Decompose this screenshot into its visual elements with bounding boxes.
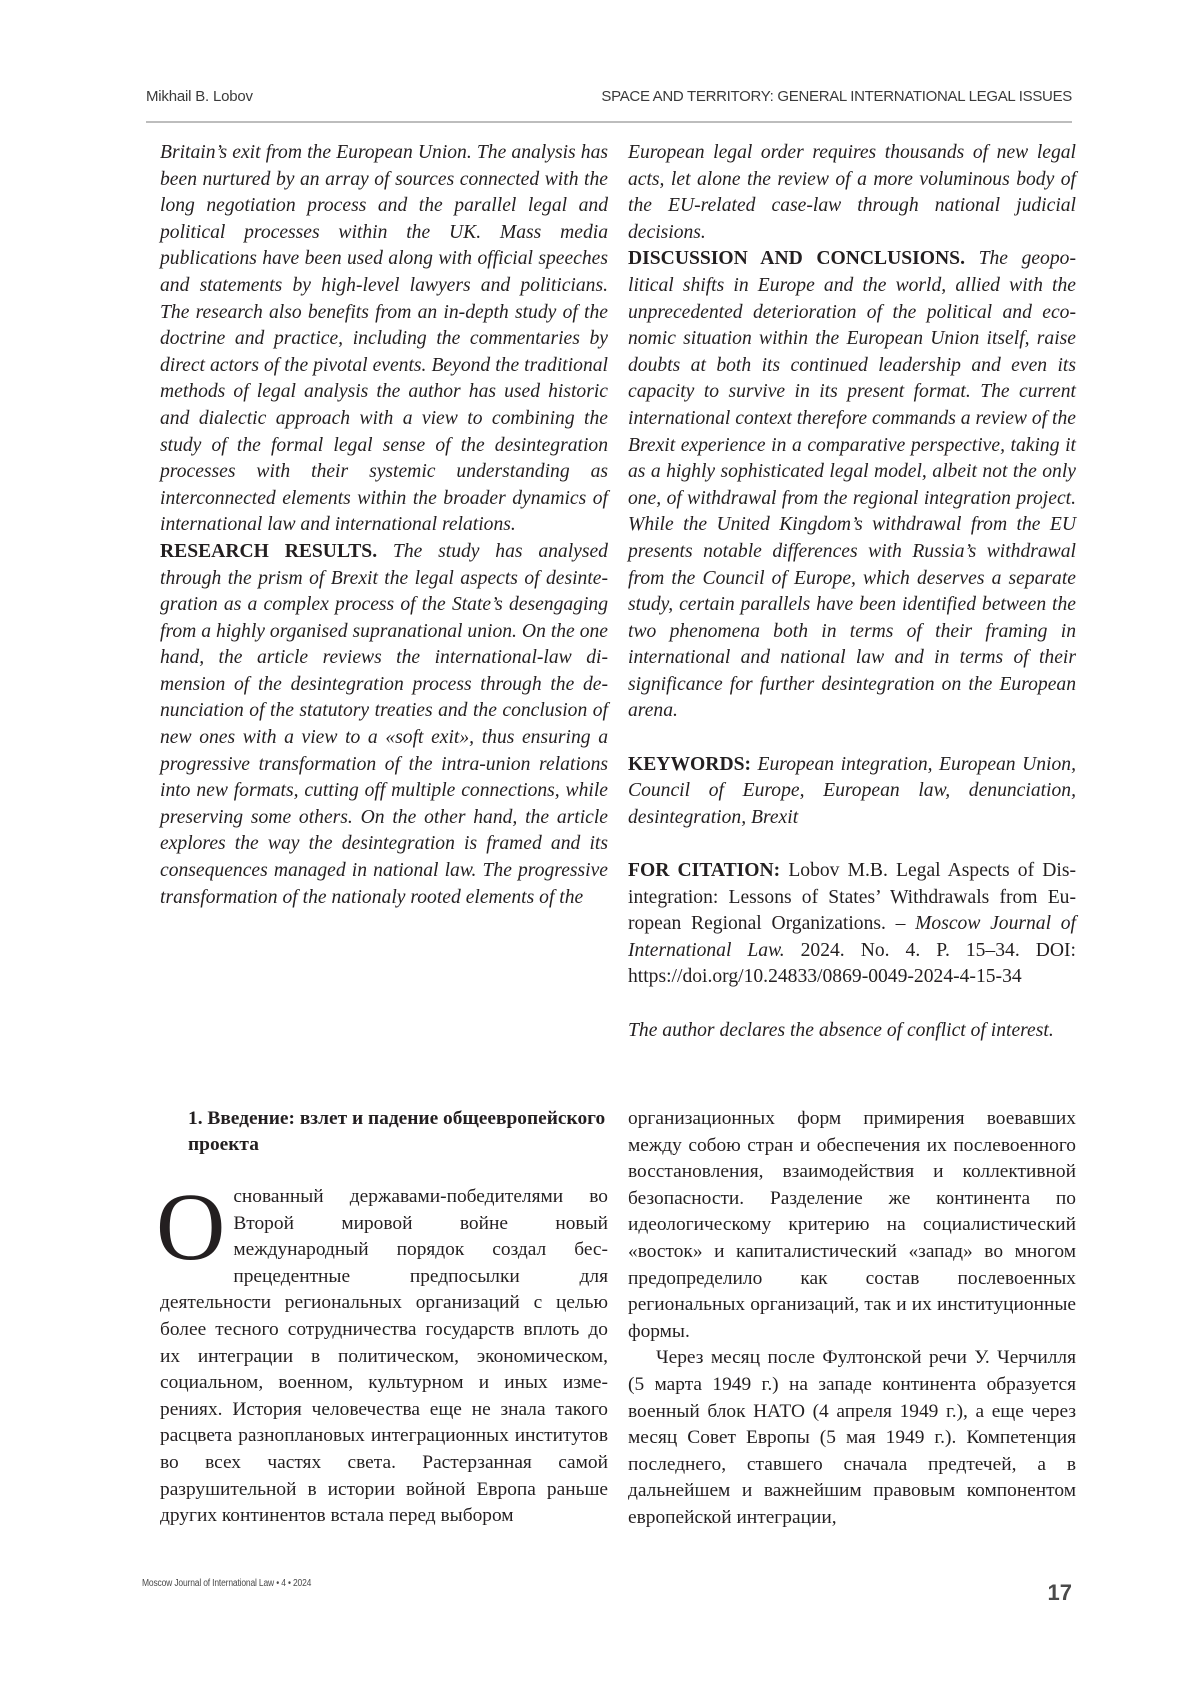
discussion-label: DISCUSSION AND CONCLUSIONS. [628, 248, 965, 270]
discussion-text: The geopolitical shifts in Europe and the world, allied with the unprecedented deterioration of the political and economic situation within the European Union itself, raise doubts at both its continued leadership and even its capacity to survive in its present format. The current international context therefore commands a review of the Brexit experience in a comparative perspective, taking it as a highly sophisticated legal model, albeit not the only one, of withdrawal from the regional integration project. While the United Kingdom’s withdrawal from the EU presents notable differences with Russia’s withdrawal from the Council of Europe, which deserves a separate study, certain parallels have been identified between the two phenomena both in terms of their framing in international and national law and in terms of their significance for further desintegration on the European arena. [628, 248, 1076, 722]
methods-continued: Britain’s exit from the European Union. The analysis has been nurtured by an array of sources connected with the long negotiation process and the parallel legal and political processes within the UK. Mass media publications have been used along with official speeches and statements by high-level lawyers and politicians. The research also benefits from an in-depth study of the doctrine and practice, including the commentaries by direct actors of the pivotal events. Beyond the traditional methods of legal analysis the author has used historic and dialectic approach with a view to combining the study of the formal legal sense of the desintegration processes with their systemic understanding as interconnected elements within the broader dynamics of international law and international relations. [160, 142, 608, 536]
body-paragraph-1-continued: организационных форм примирения воевавших между собою стран и обеспечения их послевоенного восстановления, взаимодействия и коллективной безопасности. Разделение же континента по идеологическому критерию на социалистический «восток» и капиталистический «запад» во многом предопределило как состав послевоенных региональных организаций, так и их институционные формы. [628, 1108, 1076, 1342]
spacer [628, 991, 1076, 1018]
running-head [146, 88, 1072, 114]
conflict-of-interest-statement: The author declares the absence of conflict of interest. [628, 1019, 1054, 1041]
running-head-author: Mikhail B. Lobov [146, 88, 253, 105]
research-results-continued: European legal order requires thousands of new legal acts, let alone the review of a more voluminous body of the EU-related case-law through national judicial decisions. [628, 142, 1076, 243]
citation-journal: Moscow Journal of International Law. [628, 913, 1076, 961]
body-left-column [156, 1106, 608, 1530]
footer-journal-name: Moscow Journal of International Law • 4 • 2024 [142, 1578, 312, 1589]
header-divider [146, 121, 1072, 123]
research-results-text: The study has analysed through the prism of Brexit the legal aspects of desintegration as a complex process of the State’s desengaging from a highly organised supranational union. On the one hand, the article reviews the international-law dimension of the desintegration process through the denunciation of the statutory treaties and the conclusion of new ones with a view to a «soft exit», thus ensuring a progressive transformation of the intra-union relations into new formats, cutting off multiple connections, while preserving some others. On the other hand, the article explores the way the desintegration is framed and its consequences managed in national law. The progressive transformation of the nationaly rooted elements of the [160, 540, 608, 908]
section-heading: 1. Введение: взлет и падение общеевропейского проекта [188, 1108, 606, 1155]
drop-cap: О [156, 1173, 226, 1280]
body-paragraph-1-text: снованный державами-победителями во Второй мировой войне новый международный порядок создал беспрецедентные предпосылки для деятельности региональных организаций с целью более тесного сотрудничества государств вплоть до их интеграции в политическом, экономическом, социальном, военном, культурном и иных измерениях. История человечества еще не знала такого расцвета разноплановых интеграционных институтов во всех частях света. Растерзанная самой разрушительной в истории войной Европа раньше других континентов встала перед выбором [160, 1186, 608, 1527]
abstract-right-column [628, 140, 1076, 1044]
body-right-column [628, 1106, 1076, 1532]
spacer [628, 725, 1076, 752]
citation-label: FOR CITATION: [628, 860, 781, 882]
abstract-left-column [160, 140, 608, 911]
page-number: 17 [1047, 1580, 1072, 1605]
spacer [628, 831, 1076, 858]
keywords-paragraph [628, 752, 1076, 832]
citation-details: 2024. No. 4. P. 15–34. DOI: https://doi.org/10.24833/0869-0049-2024-4-15-34 [628, 939, 1076, 988]
research-results-label: RESEARCH RESULTS. [160, 540, 378, 562]
body-paragraph-1 [156, 1173, 608, 1530]
research-results-paragraph [160, 539, 608, 911]
body-paragraph-2: Через месяц после Фултонской речи У. Черчилля (5 марта 1949 г.) на западе континента образуется военный блок НАТО (4 апреля 1949 г.), а еще через месяц Совет Европы (5 мая 1949 г.). Компетенция последнего, ставшего сначала предтечей, а в дальнейшем и важнейшим правовым компонентом европейской интеграции, [628, 1347, 1076, 1528]
discussion-paragraph [628, 246, 1076, 725]
abstract-methods-text [160, 140, 608, 539]
keywords-text: European integration, European Union, Council of Europe, European law, denunciation, desintegration, Brexit [628, 753, 1076, 828]
keywords-label: KEYWORDS: [628, 753, 752, 775]
running-head-section: SPACE AND TERRITORY: GENERAL INTERNATIONAL LEGAL ISSUES [601, 88, 1072, 105]
citation-paragraph [628, 858, 1076, 991]
citation-text: Lobov M.B. Legal Aspects of Disintegration: Lessons of States’ Withdrawals from European Regional Organizations. – [628, 860, 1076, 935]
